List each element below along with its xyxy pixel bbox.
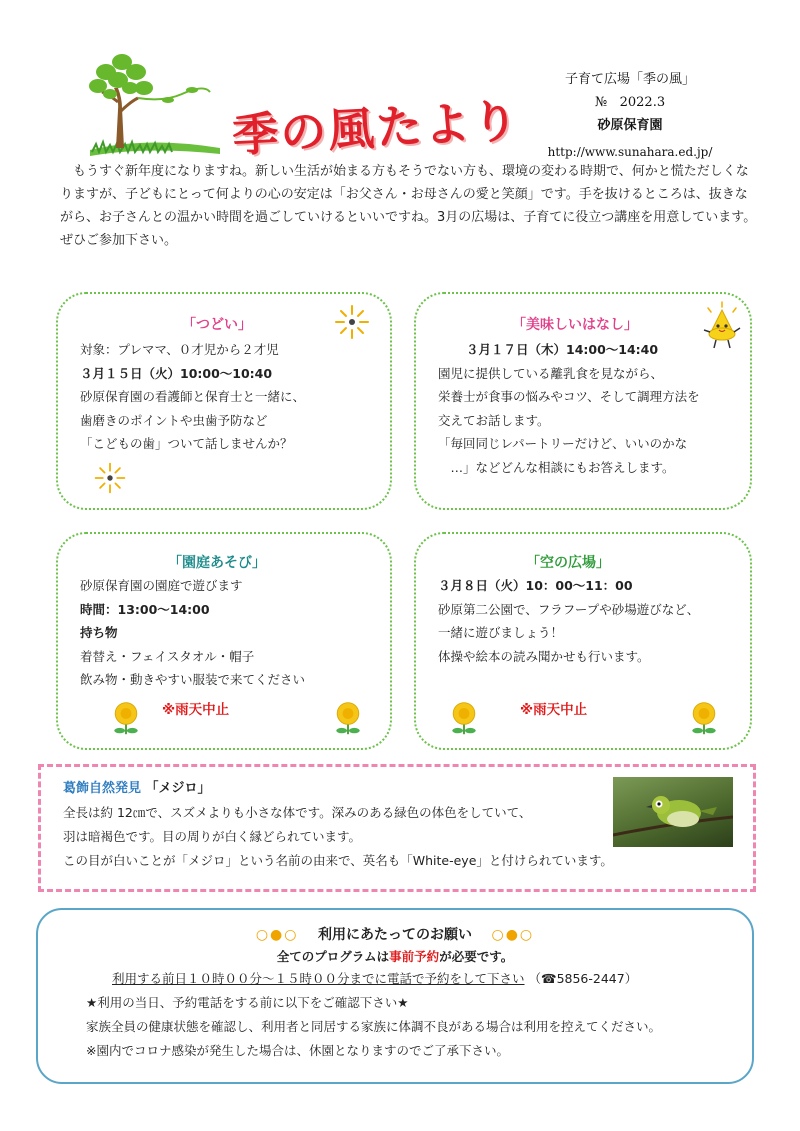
usage-request-heading: 利用にあたってのお願い [318, 927, 472, 943]
website-url[interactable]: http://www.sunahara.ed.jp/ [547, 145, 713, 159]
tsudoi-title: 「つどい」 [182, 317, 252, 333]
entei-body [80, 574, 386, 692]
nature-discovery-box [38, 764, 756, 892]
tsudoi-body [80, 338, 380, 456]
event-box-oishii [414, 292, 752, 510]
oishii-line: 「毎回同じレパートリーだけど、いいのかな [438, 436, 688, 451]
sparkler-icon [332, 302, 372, 342]
entei-rain-notice: ※雨天中止 [162, 702, 230, 718]
issue-line [530, 91, 730, 114]
flower-icon [330, 700, 366, 736]
entei-items-label: 持ち物 [80, 625, 118, 640]
reservation-text-c: が必要です。 [439, 949, 514, 964]
issue-label: № [594, 95, 608, 110]
event-box-tsudoi [56, 292, 392, 510]
covid-closure-line: ※園内でコロナ感染が発生した場合は、休園となりますのでご了承下さい。 [86, 1043, 509, 1058]
oishii-date: ３月１７日（木）14:00～14:40 [466, 342, 659, 357]
nature-discovery-title [63, 777, 211, 796]
health-check-line: 家族全員の健康状態を確認し、利用者と同居する家族に体調不良がある場合は利用を控えてください。 [86, 1019, 662, 1034]
sora-line: 一緒に遊びましょう！ [438, 625, 564, 640]
nursery-name: 砂原保育園 [597, 118, 663, 133]
reservation-required-line [38, 946, 752, 968]
mejiro-bird-photo [613, 777, 733, 847]
publication-info [530, 68, 730, 164]
org-line: 子育て広場「季の風」 [564, 72, 695, 87]
oishii-line: 栄養士が食事の悩みやコツ、そして調理方法を [438, 389, 700, 404]
entei-items: 飲み物・動きやすい服装で来てください [80, 672, 306, 687]
usage-request-box [36, 908, 754, 1084]
tsudoi-line: 「こどもの歯」ついて話しませんか？ [80, 436, 293, 451]
sora-rain-notice: ※雨天中止 [520, 702, 588, 718]
dots-decoration-left: ○●○ [255, 927, 299, 943]
sora-body [438, 574, 744, 668]
flower-icon [108, 700, 144, 736]
bird-name: 「メジロ」 [145, 781, 211, 796]
oishii-line: …」などどんな相談にもお答えします。 [438, 459, 675, 475]
sora-line: 砂原第二公園で、フラフープや砂場遊びなど、 [438, 601, 700, 617]
oishii-line: 交えてお話します。 [438, 412, 550, 428]
event-box-sora [414, 532, 752, 750]
dots-decoration-right: ○●○ [491, 927, 535, 943]
reservation-text-a: 全てのプログラムは [276, 949, 390, 964]
newsletter-title: 季の風たより [230, 93, 522, 163]
bird-line: この目が白いことが「メジロ」という名前の由来で、英名も「White-eye」と付けられています。 [63, 853, 613, 868]
oishii-title: 「美味しいはなし」 [512, 317, 638, 333]
sora-date: ３月８日（火）10：00～11：00 [438, 578, 633, 593]
oishii-line: 園児に提供している離乳食を見ながら、 [438, 365, 664, 381]
entei-time: 時間：13:00～14:00 [80, 601, 210, 617]
usage-request-title [38, 924, 752, 944]
nature-discovery-label: 葛飾自然発見 [63, 781, 142, 796]
advance-reservation-emphasis: 事前予約 [389, 949, 440, 964]
flower-icon [686, 700, 722, 736]
bird-line: 全長は約 12㎝で、スズメよりも小さな体です。深みのある緑色の体色をしていて、 [63, 805, 532, 820]
event-box-entei [56, 532, 392, 750]
sora-title: 「空の広場」 [526, 555, 610, 571]
bird-line: 羽は暗褐色です。目の周りが白く縁どられています。 [63, 829, 362, 844]
tsudoi-line: 歯磨きのポイントや虫歯予防など [80, 412, 268, 428]
issue-number: 2022.3 [619, 95, 666, 110]
entei-items: 着替え・フェイスタオル・帽子 [80, 648, 255, 664]
entei-line1: 砂原保育園の園庭で遊びます [80, 578, 243, 593]
reservation-time-text: 利用する前日１０時００分～１５時００分までに電話で予約をして下さい [112, 971, 525, 986]
flower-icon [446, 700, 482, 736]
intro-paragraph: もうすぐ新年度になりますね。新しい生活が始まる方もそうでない方も、環境の変わる時期で、何かと慌ただしくなりますが、子どもにとって何よりの心の安定は「お父さん・お母さんの愛と笑顔」です。手を抜けるところは、抜きながら、お子さんとの温かい時間を過ごしていけるといいですね。3月の広場は、子育てに役立つ講座を用意しています。ぜひご参加下さい。 [60, 164, 757, 248]
tree-illustration [72, 50, 222, 160]
tsudoi-target: 対象：プレママ、０才児から２才児 [80, 342, 279, 357]
sora-line: 体操や絵本の読み聞かせも行います。 [438, 648, 650, 664]
check-notice-line: ★利用の当日、予約電話をする前に以下をご確認下さい★ [86, 995, 409, 1010]
mascot-character-icon [700, 300, 744, 352]
reservation-time-line [112, 968, 637, 990]
tsudoi-date: ３月１５日（火）10:00～10:40 [80, 365, 273, 381]
sparkler-icon [92, 460, 128, 496]
entei-title: 「園庭あそび」 [168, 555, 266, 571]
tsudoi-line: 砂原保育園の看護師と保育士と一緒に、 [80, 389, 306, 404]
oishii-body [438, 338, 738, 479]
phone-number[interactable]: （☎5856-2447） [528, 971, 638, 986]
